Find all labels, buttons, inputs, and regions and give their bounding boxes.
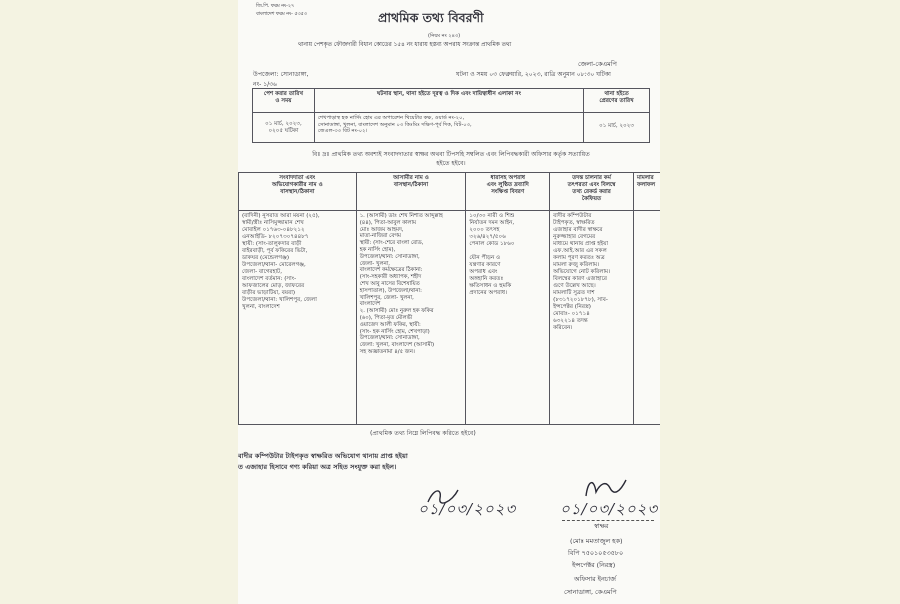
officer-name: (মোঃ মমতাজুল হক) <box>570 537 623 545</box>
page-title: প্রাথমিক তথ্য বিবরণী <box>378 10 484 25</box>
officer-rank: ইন্সপেক্টর (নিরস্ত্র) <box>572 561 616 569</box>
header-offence: ধারাসহ অপরাধ এবং লুণ্ঠিত দ্রব্যাদি সংক্ষিপ্ত বিবরণ <box>466 173 550 211</box>
upazila: উপজেলা: সোনাডাঙ্গা, <box>253 71 309 78</box>
attestation-note: বিঃ দ্রঃ প্রাথমিক তথ্য অবশ্যই সংবাদদাতার স্বাক্ষর অথবা টিপসহি সম্বলিত এবং লিপিবদ্ধকারী অফিসার কর্তৃক সত্যায়িত হইতে হইবে। <box>312 151 590 167</box>
header-sent-date: থানা হইতে প্রেরণের তারিখ <box>584 89 650 113</box>
section-line: থানায় পেশকৃত ফৌজদারী বিধান কোডের ১৫৪ নং ধারায় হস্তব্য অপরাধ সংক্রান্ত প্রাথমিক তথ্য <box>298 42 512 48</box>
bd-form-number: বাংলাদেশ ফরম নং- ৫৩৫৩ <box>256 12 307 17</box>
officer-station: সোনাডাঙ্গা, কেএমপি <box>564 588 617 596</box>
right-signature-date: ০১/০৩/২০২৩ <box>560 500 659 518</box>
statement-line-1: বাদীর কম্পিউটার টাইপকৃত স্বাক্ষরিত অভিযোগ থানায় প্রাপ্ত হইয়া <box>238 452 408 460</box>
rule-reference: (নিয়ম নং ২৪৩) <box>428 33 461 39</box>
header-investigation: তদন্ত চালনার কর্ম তৎপরতা এবং বিলম্বে তথ্য রেকর্ড করার কৈফিয়ত <box>550 173 634 211</box>
accused-details: ১. (আসামী) ডাঃ শেখ নিশাত আব্দুল্লাহ (৪৪), পিতা-আবুল কালাম মোঃ আজম আহমদ, মাতা-নাজিরা বেগম স্থায়ী: (সাং-শেরে বাংলা রোড, হক নার্সিং হোম), উপজেলা/থানা: সোনাডাঙ্গা, জেলা- খুলনা, বাংলাদেশ কর্মক্ষেত্রের ঠিকানা: (সাং-সহকারী অধ্যাপক, শহীদ শেখ আবু নাসের বিশেষায়িত হাসপাতাল), উপজেলা/থানা: খালিশপুর, জেলা- খুলনা, বাংলাদেশ ২. (আসামী) মোঃ নুরুল হক ফকির (৬০), পিতা-মৃত মৌলভী ওয়াজেদ আলী ফকির, স্থায়ী: (সাং- হক নার্সিং হোম, শেখপাড়া) উপজেলা/থানা: সোনাডাঙ্গা, জেলা: খুলনা, বাংলাদেশ (আসামী) সহ অজ্ঞাতনামা ৪/৫ জন। <box>356 211 466 425</box>
footer-note: (প্রাথমিক তথ্য নিম্নে লিপিবদ্ধ করিতে হইবে) <box>370 430 476 437</box>
incident-place-value: শেখপাড়াস্থ হক নার্সিং হোম এর অপারেশন থিয়েটার কক্ষ, ওয়ার্ড নং-২০, সোনাডাঙ্গা, খুলনা, বাংলাদেশ অনুমান ০৩ কিঃমিঃ দক্ষিণ-পূর্ব দিক, বিট-০৩, জেএল-৩৩ বিট নং-০২। <box>314 113 583 143</box>
officer-bp-number: বিপি ৭৫০১০৫৩৫৮০ <box>568 549 624 557</box>
main-info-table <box>238 172 660 425</box>
right-signature-scribble <box>580 474 630 500</box>
incident-date-time: ঘটনা ও সময় ০৩ ফেব্রুয়ারি, ২০২৩, রাত্রি অনুমান ০৮:৩০ ঘটিকা <box>456 71 611 78</box>
header-incident-place: ঘটনার স্থান, থানা হইতে দূরত্ব ও দিক এবং দায়িত্বাধীন এলাকা নং <box>314 89 583 113</box>
header-case-result: মামলার ফলাফল <box>634 173 661 211</box>
case-result-value <box>634 211 661 425</box>
left-signature-date: ০১/০৩/২০২৩ <box>418 500 517 518</box>
informant-details: (বাদিনী) নুসরাত আরা ময়না (২৫), স্বামী/স্ত্রীঃ নাসিমুজ্জামান শেখ মোবাইল ০১৭৬৩-০৪৮২১২ এনআইডি- ৮২০৭৩০৭৪৪৮৭ স্থায়ী: (সাং-তালুকদার বাড়ী বাইরবাড়ী, পূর্ব ফকিরের ভিটা, ডাকঘর (মেন্ডেলগঞ্জ) উপজেলা/থানা- মোরেলগঞ্জ, জেলা- বাগেরহাট, বাংলাদেশ বর্তমান: (সাং- আফজালের মোড়, জাফরের বাড়ীর ভাড়াটিয়া, বয়রা) উপজেলা/থানা: খালিশপুর, জেলা খুলনা, বাংলাদেশ <box>239 211 357 425</box>
offence-details: ১০/৩০ নারী ও শিশু নির্যাতন দমন আইন, ২০০০ তৎসহ ৩২৬/৪২৭/৫০৬ পেনাল কোড ১৮৬০ যৌন পীড়ন ও যন্ত্রণার কারণে অপরাধ এবং অঙ্গহানি করতঃ ক্ষতিসাধন ও হুমকি প্রদানের অপরাধ। <box>466 211 550 425</box>
officer-post: অফিসার ইনচার্জ <box>574 575 616 583</box>
district: জেলা-কেএমপি <box>578 60 617 68</box>
investigation-details: বাদীর কম্পিউটার টাইপকৃত, স্বাক্ষরিত এজাহার বাদীর স্বাক্ষরে নুরুজ্জাহার বেগমের মাধ্যমে থানায় প্রাপ্ত হইয়া এফ.আই.আর এর সকল কলাম পূরণ করতঃ অত্র মামলা রুজু করিলাম। অভিযোগে নোট করিলাম। বিলম্বের কারণ এজাহারে গুণে উল্লেখ আছে। মামলাটি সুব্রত দাশ (৮৩১৭২০১৮৭৮), সাব- ইন্সপেক্টর (নিরস্ত্র) মোবাঃ- ০১৭১৪ ৬৩২২১৪ তদন্ত করিবেন। <box>550 211 634 425</box>
header-informant: সংবাদদাতা এবং অভিযোগকারীর নাম ও বাসস্থান/ঠিকানা <box>239 173 357 211</box>
statement-line-2: ত এজাহার হিসাবে গণ্য করিয়া অত্র সহিত সংযুক্ত করা হইল। <box>238 463 397 471</box>
fir-document-page <box>238 0 660 604</box>
case-info-table <box>252 88 650 143</box>
header-accused: আসামীর নাম ও বাসস্থান/ঠিকানা <box>356 173 466 211</box>
signature-label: স্বাক্ষর <box>594 522 609 530</box>
submit-date-value: ০১ মার্চ, ২০২৩, ০২০৫ ঘটিকা <box>253 113 315 143</box>
case-number: নং- ১/৩৬ <box>253 81 277 88</box>
form-number: জি.পি. ফরম নং-২৭ <box>256 4 295 9</box>
header-submit-date: পেশ করার তারিখ ও সময় <box>253 89 315 113</box>
sent-date-value: ০১ মার্চ, ২০২৩ <box>584 113 650 143</box>
signature-line <box>562 520 654 521</box>
